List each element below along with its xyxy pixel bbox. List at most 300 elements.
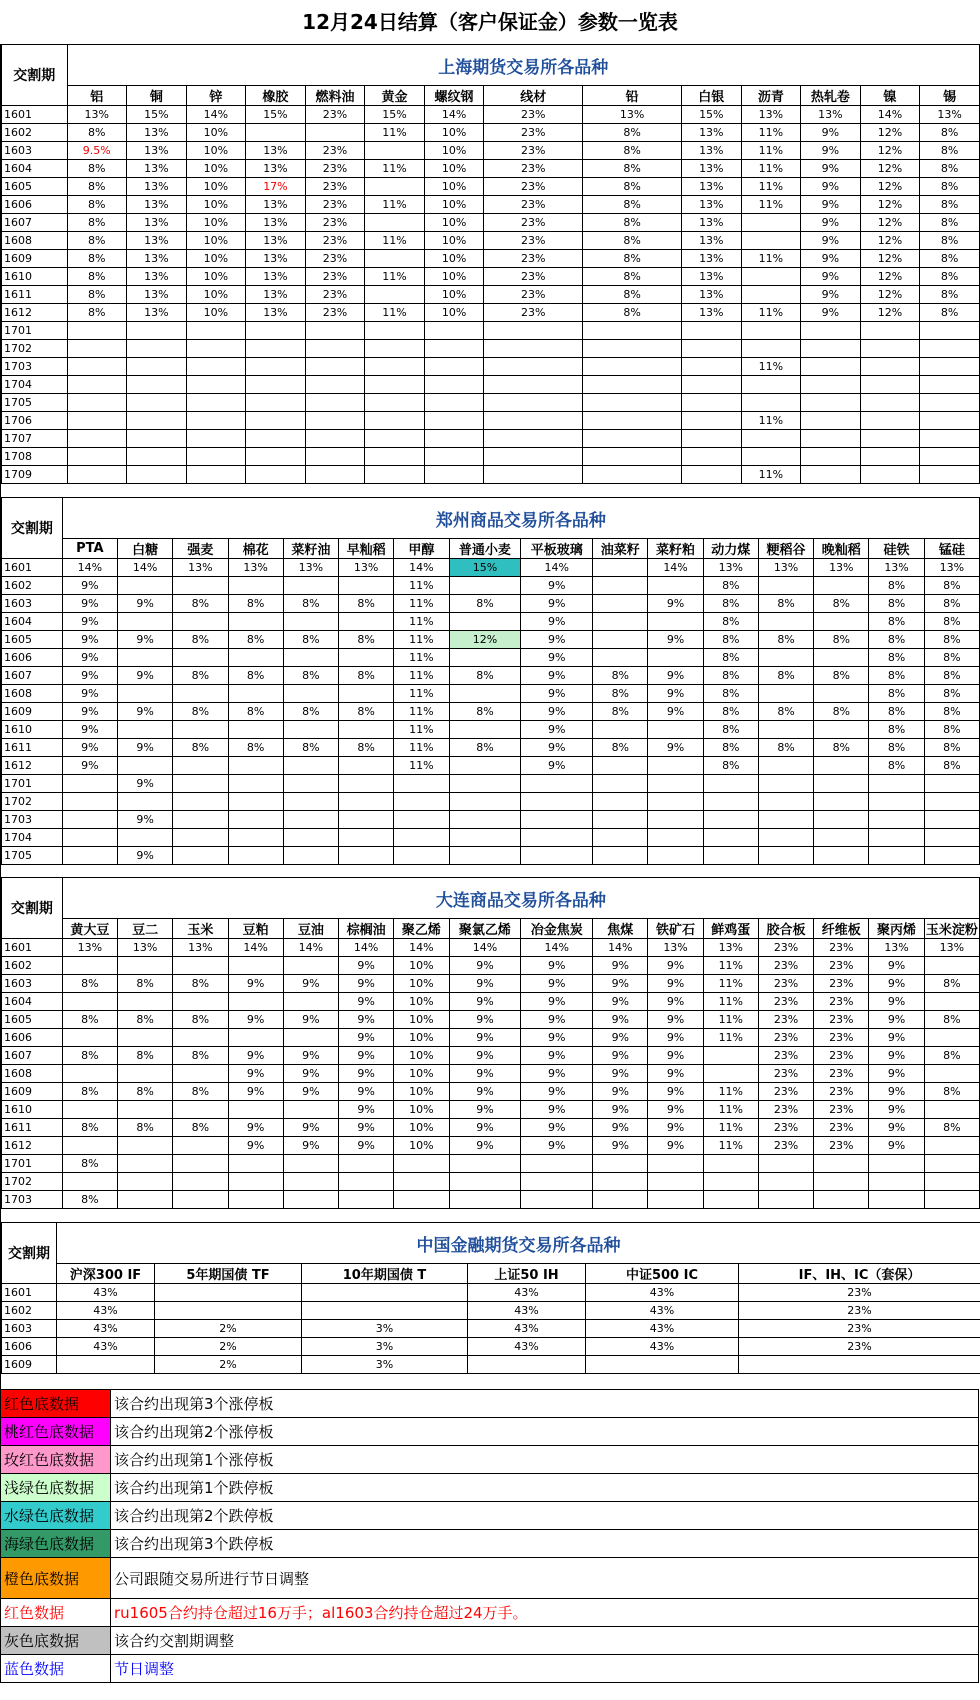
table-row (2, 232, 980, 250)
product-name: 粳稻谷 (758, 539, 813, 559)
margin-rate-cell: 9% (801, 178, 861, 196)
margin-rate-cell (127, 448, 187, 466)
margin-rate-cell (118, 1065, 173, 1083)
table-row (2, 1284, 980, 1302)
margin-rate-cell: 11% (741, 160, 801, 178)
table-row (2, 1083, 980, 1101)
margin-rate-cell (449, 1155, 521, 1173)
margin-rate-cell (758, 613, 813, 631)
legend-swatch-label: 红色数据 (1, 1599, 111, 1627)
margin-rate-cell: 8% (449, 595, 521, 613)
margin-rate-cell (305, 340, 365, 358)
margin-rate-cell: 23% (739, 1338, 980, 1356)
margin-rate-cell (339, 577, 394, 595)
product-name: 5年期国债 TF (155, 1264, 302, 1284)
margin-rate-cell (305, 412, 365, 430)
delivery-period-label: 交割期 (2, 1223, 57, 1284)
margin-rate-cell: 13% (741, 106, 801, 124)
margin-rate-cell: 23% (305, 286, 365, 304)
margin-rate-cell: 9% (648, 1029, 703, 1047)
margin-rate-cell (593, 559, 648, 577)
margin-rate-cell: 14% (860, 106, 920, 124)
legend-row (1, 1558, 979, 1599)
margin-rate-cell (521, 1173, 593, 1191)
margin-rate-cell: 13% (924, 559, 979, 577)
margin-rate-cell: 23% (814, 1011, 869, 1029)
margin-rate-cell (228, 993, 283, 1011)
delivery-month-cell: 1702 (2, 1173, 63, 1191)
margin-rate-cell (860, 322, 920, 340)
margin-rate-cell: 10% (394, 1029, 449, 1047)
margin-rate-cell: 9% (593, 1047, 648, 1065)
margin-rate-cell (305, 322, 365, 340)
margin-rate-cell: 8% (924, 685, 979, 703)
dce-section (0, 877, 980, 1209)
margin-rate-cell: 43% (468, 1338, 586, 1356)
margin-rate-cell: 13% (127, 304, 187, 322)
margin-rate-cell (394, 1155, 449, 1173)
margin-rate-cell (228, 811, 283, 829)
margin-rate-cell: 8% (869, 721, 924, 739)
legend (0, 1389, 979, 1683)
margin-rate-cell: 10% (394, 957, 449, 975)
margin-rate-cell (365, 142, 425, 160)
margin-rate-cell: 8% (814, 739, 869, 757)
product-name: 冶金焦炭 (521, 919, 593, 939)
margin-rate-cell: 9% (593, 1101, 648, 1119)
margin-rate-cell (758, 811, 813, 829)
margin-rate-cell (521, 811, 593, 829)
legend-description: 该合约出现第3个跌停板 (111, 1530, 979, 1558)
margin-rate-cell: 9% (648, 975, 703, 993)
margin-rate-cell: 8% (869, 577, 924, 595)
margin-rate-cell (920, 322, 980, 340)
margin-rate-cell (758, 649, 813, 667)
delivery-month-cell: 1706 (2, 412, 68, 430)
margin-rate-cell (741, 430, 801, 448)
margin-rate-cell (924, 957, 979, 975)
margin-rate-cell: 23% (814, 957, 869, 975)
margin-rate-cell (814, 775, 869, 793)
margin-rate-cell (758, 577, 813, 595)
margin-rate-cell: 10% (424, 286, 484, 304)
margin-rate-cell: 8% (924, 613, 979, 631)
margin-rate-cell: 8% (228, 739, 283, 757)
legend-description: 该合约出现第3个涨停板 (111, 1390, 979, 1418)
margin-rate-cell: 11% (741, 196, 801, 214)
product-name: 锌 (186, 86, 246, 106)
margin-rate-cell: 13% (682, 268, 742, 286)
margin-rate-cell (155, 1302, 302, 1320)
legend-description: ru1605合约持仓超过16万手；al1603合约持仓超过24万手。 (111, 1599, 979, 1627)
margin-rate-cell (801, 322, 861, 340)
margin-rate-cell: 9% (801, 142, 861, 160)
margin-rate-cell (924, 1137, 979, 1155)
margin-rate-cell (339, 1155, 394, 1173)
margin-rate-cell: 8% (920, 142, 980, 160)
margin-rate-cell: 9% (521, 757, 593, 775)
margin-rate-cell (283, 1155, 338, 1173)
delivery-month-cell: 1701 (2, 775, 63, 793)
margin-rate-cell: 11% (394, 757, 449, 775)
margin-rate-cell (118, 721, 173, 739)
margin-rate-cell: 8% (924, 703, 979, 721)
margin-rate-cell: 9% (801, 232, 861, 250)
legend-row (1, 1446, 979, 1474)
margin-rate-cell (648, 829, 703, 847)
legend-row (1, 1530, 979, 1558)
margin-rate-cell: 23% (758, 1083, 813, 1101)
delivery-month-cell: 1607 (2, 1047, 63, 1065)
margin-rate-cell (127, 412, 187, 430)
delivery-month-cell: 1610 (2, 268, 68, 286)
margin-rate-cell: 23% (484, 250, 583, 268)
margin-rate-cell (583, 448, 682, 466)
product-name: 晚籼稻 (814, 539, 869, 559)
margin-rate-cell (186, 430, 246, 448)
margin-rate-cell (118, 957, 173, 975)
table-row (2, 106, 980, 124)
margin-rate-cell (283, 685, 338, 703)
margin-rate-cell: 8% (583, 178, 682, 196)
margin-rate-cell: 23% (305, 268, 365, 286)
delivery-month-cell: 1611 (2, 739, 63, 757)
margin-rate-cell (365, 376, 425, 394)
margin-rate-cell (924, 829, 979, 847)
product-name: 油菜籽 (593, 539, 648, 559)
margin-rate-cell: 8% (173, 595, 228, 613)
margin-rate-cell: 9% (62, 631, 117, 649)
margin-rate-cell (521, 829, 593, 847)
margin-rate-cell (305, 448, 365, 466)
margin-rate-cell: 43% (468, 1302, 586, 1320)
delivery-month-cell: 1603 (2, 595, 63, 613)
section-header-row (2, 878, 980, 919)
margin-rate-cell: 13% (801, 106, 861, 124)
margin-rate-cell: 9% (118, 811, 173, 829)
margin-rate-cell: 9% (869, 957, 924, 975)
margin-rate-cell (869, 829, 924, 847)
margin-rate-cell (173, 1173, 228, 1191)
margin-rate-cell: 8% (924, 721, 979, 739)
margin-rate-cell: 23% (484, 124, 583, 142)
margin-rate-cell (339, 685, 394, 703)
delivery-month-cell: 1703 (2, 811, 63, 829)
margin-rate-cell (305, 376, 365, 394)
margin-rate-cell: 8% (173, 703, 228, 721)
margin-rate-cell: 23% (484, 106, 583, 124)
delivery-month-cell: 1608 (2, 1065, 63, 1083)
table-row (2, 667, 980, 685)
legend-swatch-label: 蓝色数据 (1, 1655, 111, 1683)
margin-rate-cell: 8% (339, 739, 394, 757)
margin-rate-cell: 12% (860, 304, 920, 322)
delivery-month-cell: 1705 (2, 394, 68, 412)
margin-rate-cell (648, 1173, 703, 1191)
margin-rate-cell: 11% (394, 685, 449, 703)
margin-rate-cell: 9% (869, 1065, 924, 1083)
margin-rate-cell (920, 340, 980, 358)
margin-rate-cell: 8% (920, 160, 980, 178)
margin-rate-cell: 8% (228, 595, 283, 613)
margin-rate-cell (682, 430, 742, 448)
delivery-month-cell: 1603 (2, 142, 68, 160)
margin-rate-cell (424, 340, 484, 358)
margin-rate-cell: 9% (593, 1065, 648, 1083)
delivery-period-label: 交割期 (2, 498, 63, 559)
table-row (2, 1119, 980, 1137)
margin-rate-cell: 8% (583, 160, 682, 178)
margin-rate-cell: 23% (814, 1083, 869, 1101)
margin-rate-cell: 9% (228, 1047, 283, 1065)
margin-rate-cell: 9% (449, 975, 521, 993)
legend-swatch-label: 海绿色底数据 (1, 1530, 111, 1558)
margin-rate-cell (920, 430, 980, 448)
margin-rate-cell: 9% (521, 1029, 593, 1047)
margin-rate-cell: 9% (648, 631, 703, 649)
margin-rate-cell (583, 322, 682, 340)
product-name: 棕榈油 (339, 919, 394, 939)
margin-rate-cell: 11% (741, 358, 801, 376)
margin-rate-cell (186, 358, 246, 376)
margin-rate-cell: 9% (869, 1083, 924, 1101)
margin-rate-cell (67, 448, 127, 466)
product-name: 菜籽油 (283, 539, 338, 559)
margin-rate-cell (484, 340, 583, 358)
margin-rate-cell: 13% (173, 559, 228, 577)
margin-rate-cell: 13% (682, 196, 742, 214)
margin-rate-cell: 8% (173, 739, 228, 757)
margin-rate-cell (869, 811, 924, 829)
margin-rate-cell: 8% (924, 649, 979, 667)
margin-rate-cell (860, 340, 920, 358)
margin-rate-cell (682, 358, 742, 376)
margin-rate-cell (173, 811, 228, 829)
margin-rate-cell (449, 811, 521, 829)
margin-rate-cell: 9% (648, 1083, 703, 1101)
margin-rate-cell (173, 613, 228, 631)
margin-rate-cell: 10% (186, 286, 246, 304)
margin-rate-cell: 8% (118, 1083, 173, 1101)
margin-rate-cell: 9% (118, 739, 173, 757)
margin-rate-cell: 9% (228, 1083, 283, 1101)
margin-rate-cell (924, 993, 979, 1011)
margin-rate-cell: 8% (583, 232, 682, 250)
margin-rate-cell (186, 394, 246, 412)
margin-rate-cell (365, 430, 425, 448)
margin-rate-cell (593, 775, 648, 793)
margin-rate-cell: 23% (305, 196, 365, 214)
margin-rate-cell (860, 394, 920, 412)
margin-rate-cell (758, 793, 813, 811)
margin-rate-cell (339, 721, 394, 739)
margin-rate-cell (424, 394, 484, 412)
margin-rate-cell: 9% (449, 1101, 521, 1119)
margin-rate-cell: 9% (62, 721, 117, 739)
legend-row (1, 1474, 979, 1502)
margin-rate-cell: 11% (741, 466, 801, 484)
margin-rate-cell (118, 793, 173, 811)
product-name: 聚乙烯 (394, 919, 449, 939)
margin-rate-cell: 9% (228, 1065, 283, 1083)
product-name: 铅 (583, 86, 682, 106)
margin-rate-cell (127, 430, 187, 448)
margin-rate-cell: 23% (484, 160, 583, 178)
delivery-month-cell: 1612 (2, 1137, 63, 1155)
margin-rate-cell (62, 1029, 117, 1047)
product-name: PTA (62, 539, 117, 559)
margin-rate-cell: 9% (593, 957, 648, 975)
legend-description: 公司跟随交易所进行节日调整 (111, 1558, 979, 1599)
margin-rate-cell: 8% (67, 268, 127, 286)
margin-rate-cell: 13% (339, 559, 394, 577)
margin-rate-cell: 8% (583, 214, 682, 232)
margin-rate-cell: 8% (339, 595, 394, 613)
table-row (2, 793, 980, 811)
margin-rate-cell: 13% (682, 124, 742, 142)
margin-rate-cell: 8% (869, 757, 924, 775)
margin-rate-cell: 13% (246, 214, 306, 232)
margin-rate-cell: 23% (484, 214, 583, 232)
margin-rate-cell (67, 358, 127, 376)
table-row (2, 685, 980, 703)
margin-rate-cell (228, 793, 283, 811)
margin-rate-cell (869, 793, 924, 811)
margin-rate-cell: 10% (394, 1101, 449, 1119)
margin-rate-cell (186, 448, 246, 466)
margin-rate-cell: 14% (339, 939, 394, 957)
margin-rate-cell: 13% (648, 939, 703, 957)
margin-rate-cell: 12% (860, 142, 920, 160)
margin-rate-cell: 9% (521, 649, 593, 667)
margin-rate-cell: 8% (283, 595, 338, 613)
margin-rate-cell: 43% (586, 1338, 739, 1356)
margin-rate-cell: 23% (814, 1029, 869, 1047)
margin-rate-cell (246, 322, 306, 340)
margin-rate-cell: 10% (186, 304, 246, 322)
margin-rate-cell (424, 358, 484, 376)
margin-rate-cell: 13% (127, 142, 187, 160)
margin-rate-cell: 23% (739, 1302, 980, 1320)
margin-rate-cell: 23% (305, 304, 365, 322)
margin-rate-cell: 8% (67, 196, 127, 214)
margin-rate-cell: 11% (394, 703, 449, 721)
margin-rate-cell (741, 394, 801, 412)
margin-rate-cell: 9% (449, 957, 521, 975)
margin-rate-cell (583, 340, 682, 358)
margin-rate-cell: 9% (648, 1137, 703, 1155)
margin-rate-cell: 9% (801, 196, 861, 214)
product-name: 10年期国债 T (302, 1264, 468, 1284)
margin-rate-cell (703, 1065, 758, 1083)
margin-rate-cell: 14% (283, 939, 338, 957)
margin-rate-cell: 12% (860, 178, 920, 196)
margin-rate-cell: 43% (57, 1320, 155, 1338)
product-header-row (2, 539, 980, 559)
margin-rate-cell: 8% (67, 232, 127, 250)
margin-rate-cell: 8% (67, 304, 127, 322)
product-name: 镍 (860, 86, 920, 106)
margin-rate-cell: 14% (62, 559, 117, 577)
margin-rate-cell (449, 613, 521, 631)
margin-rate-cell: 8% (814, 703, 869, 721)
table-row (2, 1047, 980, 1065)
margin-rate-cell (924, 793, 979, 811)
margin-rate-cell (118, 577, 173, 595)
margin-rate-cell: 13% (127, 286, 187, 304)
margin-rate-cell (860, 412, 920, 430)
margin-rate-cell: 14% (593, 939, 648, 957)
margin-rate-cell: 23% (758, 1011, 813, 1029)
margin-rate-cell: 13% (920, 106, 980, 124)
margin-rate-cell (703, 1173, 758, 1191)
margin-rate-cell (801, 412, 861, 430)
margin-rate-cell: 8% (173, 667, 228, 685)
margin-rate-cell (127, 340, 187, 358)
legend-description: 该合约交割期调整 (111, 1627, 979, 1655)
delivery-month-cell: 1601 (2, 939, 63, 957)
margin-rate-cell (67, 412, 127, 430)
margin-rate-cell: 9% (228, 1119, 283, 1137)
margin-rate-cell (648, 811, 703, 829)
delivery-month-cell: 1604 (2, 160, 68, 178)
margin-rate-cell: 23% (305, 178, 365, 196)
margin-rate-cell: 11% (741, 304, 801, 322)
table-row (2, 957, 980, 975)
margin-rate-cell: 8% (62, 1191, 117, 1209)
margin-rate-cell (173, 793, 228, 811)
margin-rate-cell: 9% (283, 1119, 338, 1137)
margin-rate-cell (583, 394, 682, 412)
margin-rate-cell: 9% (118, 631, 173, 649)
margin-rate-cell: 23% (484, 142, 583, 160)
margin-rate-cell: 13% (703, 939, 758, 957)
margin-rate-cell (869, 775, 924, 793)
margin-rate-cell (62, 811, 117, 829)
margin-rate-cell (62, 829, 117, 847)
margin-rate-cell (305, 394, 365, 412)
margin-rate-cell (593, 595, 648, 613)
table-row (2, 412, 980, 430)
margin-rate-cell (924, 1155, 979, 1173)
margin-rate-cell: 8% (593, 739, 648, 757)
table-row (2, 939, 980, 957)
margin-rate-cell (339, 649, 394, 667)
product-name: 动力煤 (703, 539, 758, 559)
margin-rate-cell: 43% (468, 1320, 586, 1338)
margin-rate-cell (741, 232, 801, 250)
margin-rate-cell: 9% (593, 993, 648, 1011)
margin-rate-cell: 23% (305, 232, 365, 250)
margin-rate-cell: 11% (394, 613, 449, 631)
margin-rate-cell (365, 358, 425, 376)
product-name: 豆粕 (228, 919, 283, 939)
margin-rate-cell (449, 1173, 521, 1191)
margin-rate-cell: 13% (127, 232, 187, 250)
product-name: 上证50 IH (468, 1264, 586, 1284)
margin-rate-cell (741, 214, 801, 232)
margin-rate-cell: 10% (186, 160, 246, 178)
section-header-row (2, 1223, 980, 1264)
table-row (2, 1029, 980, 1047)
table-row (2, 304, 980, 322)
product-name: 沪深300 IF (57, 1264, 155, 1284)
delivery-month-cell: 1707 (2, 430, 68, 448)
margin-rate-cell: 8% (924, 739, 979, 757)
margin-rate-cell: 9% (339, 975, 394, 993)
margin-rate-cell: 23% (305, 160, 365, 178)
margin-rate-cell: 10% (424, 196, 484, 214)
